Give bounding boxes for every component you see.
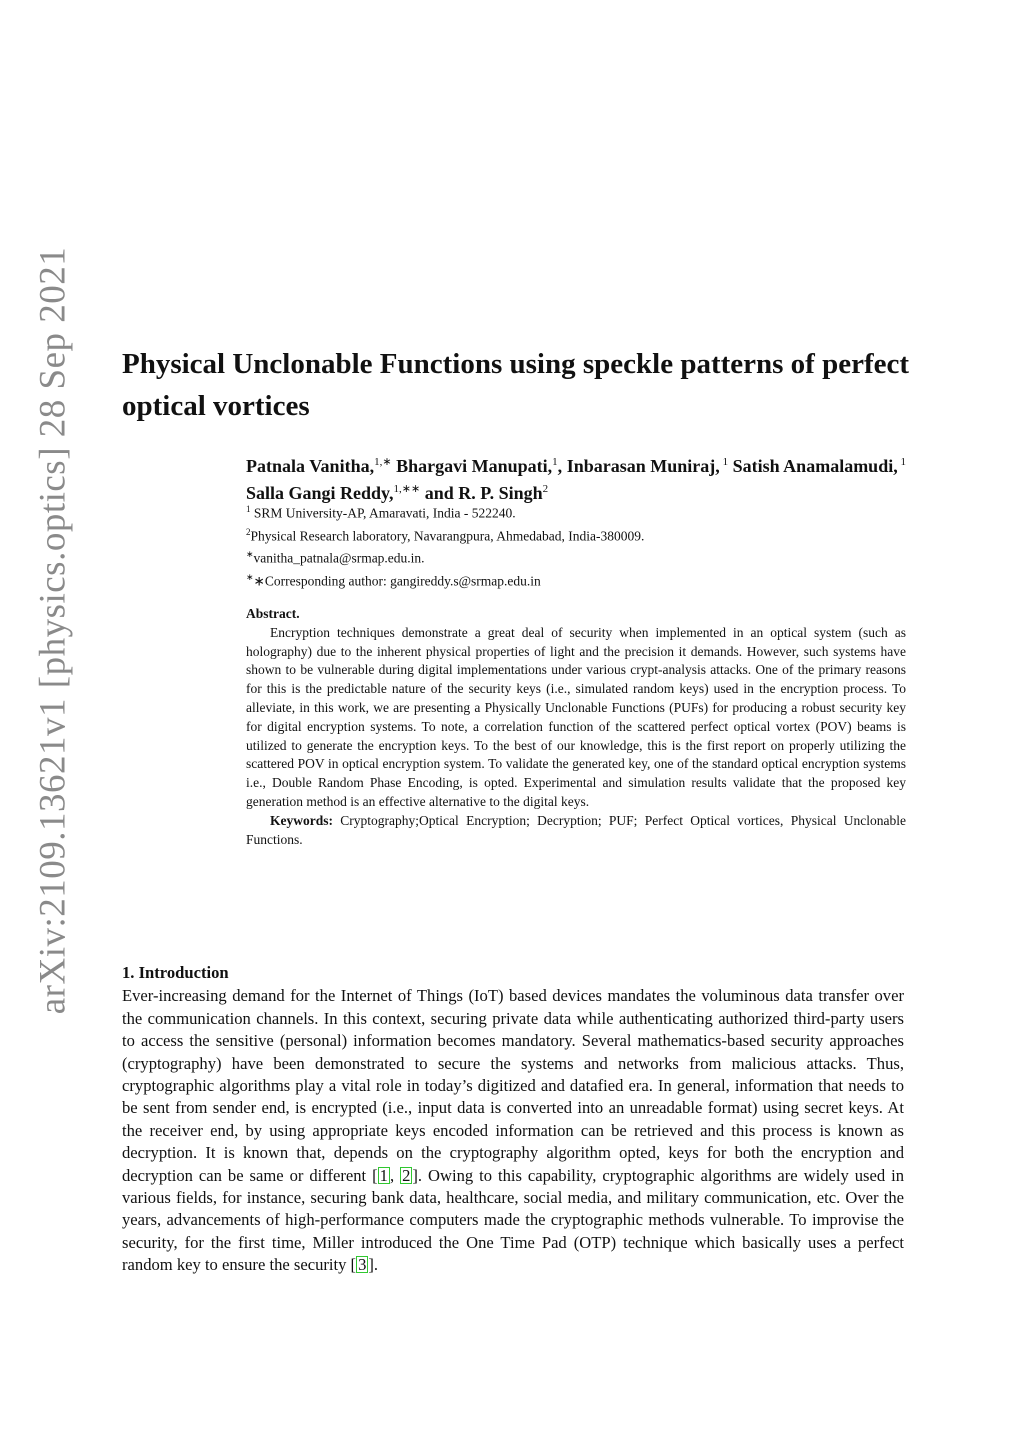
citation-link[interactable]: 3: [358, 1255, 367, 1275]
citation-link[interactable]: 2: [402, 1165, 411, 1185]
affiliation-mark: 1: [246, 504, 251, 514]
author-name: and R. P. Singh: [420, 483, 543, 503]
corresponding-author-line: [246, 568, 906, 591]
author-name: Bhargavi Manupati,: [391, 456, 553, 476]
citation-separator: ,: [389, 1165, 401, 1185]
author-affiliation-mark: 1: [719, 456, 729, 468]
keywords-text: Cryptography;Optical Encryption; Decryption; PUF; Perfect Optical vortices, Physical Unclonable Functions.: [246, 812, 906, 847]
affiliation-text: SRM University-AP, Amaravati, India - 522240.: [250, 505, 516, 521]
author-affiliation-mark: 1: [897, 456, 907, 468]
email-text: vanitha_patnala@srmap.edu.in.: [253, 550, 425, 566]
body-text-end: ].: [368, 1255, 379, 1275]
abstract-section: [246, 605, 906, 849]
author-name: , Inbarasan Muniraj,: [557, 456, 720, 476]
keywords-label: Keywords:: [270, 812, 333, 828]
introduction-paragraph: [122, 985, 904, 1276]
introduction-section: [122, 962, 904, 1277]
affiliation-list: [246, 500, 906, 590]
citation-link[interactable]: 1: [379, 1165, 388, 1185]
corresponding-mark: ∗: [246, 571, 254, 582]
affiliation-line: [246, 500, 906, 523]
author-affiliation-mark: 1,∗: [374, 456, 392, 468]
author-name: Salla Gangi Reddy,: [246, 483, 394, 503]
paper-title: Physical Unclonable Functions using speckle patterns of perfect optical vortices: [122, 348, 910, 422]
section-heading: 1. Introduction: [122, 963, 229, 982]
author-list: [246, 451, 906, 505]
arxiv-id-text: arXiv:2109.13621v1 [physics.optics] 28 Sep 2021: [32, 246, 74, 1014]
author-name: Patnala Vanitha,: [246, 456, 375, 476]
email-line: [246, 545, 906, 568]
abstract-text: Encryption techniques demonstrate a great deal of security when implemented in an optical system (such as holography) due to the inherent physical properties of light and the precision it demands. However, such systems have shown to be vulnerable during digital implementations under various crypt-analysis attacks. One of the primary reasons for this is the predictable nature of the security keys (i.e., simulated random keys) used in the encryption process. To alleviate, in this work, we are presenting a Physically Unclonable Functions (PUFs) for producing a robust security key for digital encryption systems. To note, a correlation function of the scattered perfect optical vortex (POV) beams is utilized to generate the encryption keys. To the best of our knowledge, this is the first report on properly utilizing the scattered POV in optical encryption system. To validate the generated key, one of the standard optical encryption systems i.e., Double Random Phase Encoding, is opted. Experimental and simulation results validate that the proposed key generation method is an effective alternative to the digital keys.: [246, 624, 906, 809]
affiliation-line: [246, 523, 906, 546]
arxiv-identifier-stamp: [30, 100, 76, 1160]
affiliation-text: Physical Research laboratory, Navarangpura, Ahmedabad, India-380009.: [250, 528, 645, 543]
author-affiliation-mark: 1: [552, 456, 558, 468]
affiliation-mark: 2: [246, 526, 251, 537]
corresponding-author-text: ∗Corresponding author: gangireddy.s@srmap.edu.in: [253, 573, 541, 588]
abstract-label: Abstract.: [246, 606, 300, 621]
email-mark: ∗: [246, 549, 254, 559]
keywords-line: [246, 812, 906, 850]
body-text: ]. Owing to this capability, cryptographic algorithms are widely used in various fields, for instance, securing bank data, healthcare, social media, and military communication, etc. Over the years, advancements of high-performance computers made the cryptographic methods vulnerable. To improvise the security, for the first time, Miller introduced the One Time Pad (OTP) technique which basically uses a perfect random key to ensure the security [: [122, 1165, 905, 1275]
body-text: Ever-increasing demand for the Internet of Things (IoT) based devices mandates the voluminous data transfer over the communication channels. In this context, securing private data while authenticating authorized third-party users to access the sensitive (personal) information becomes mandatory. Several mathematics-based security approaches (cryptography) have been demonstrated to secure the systems and networks from malicious attacks. Thus, cryptographic algorithms play a vital role in today’s digitized and datafied era. In general, information that needs to be sent from sender end, is encrypted (i.e., input data is converted into an unreadable format) using secret keys. At the receiver end, by using appropriate keys encoded information can be retrieved and this process is known as decryption. It is known that, depends on the cryptography algorithm opted, keys for both the encryption and decryption can be same or different [: [122, 986, 904, 1185]
author-name: Satish Anamalamudi,: [728, 456, 898, 476]
author-affiliation-mark: 2: [542, 483, 549, 495]
author-affiliation-mark: 1,∗∗: [393, 483, 421, 495]
